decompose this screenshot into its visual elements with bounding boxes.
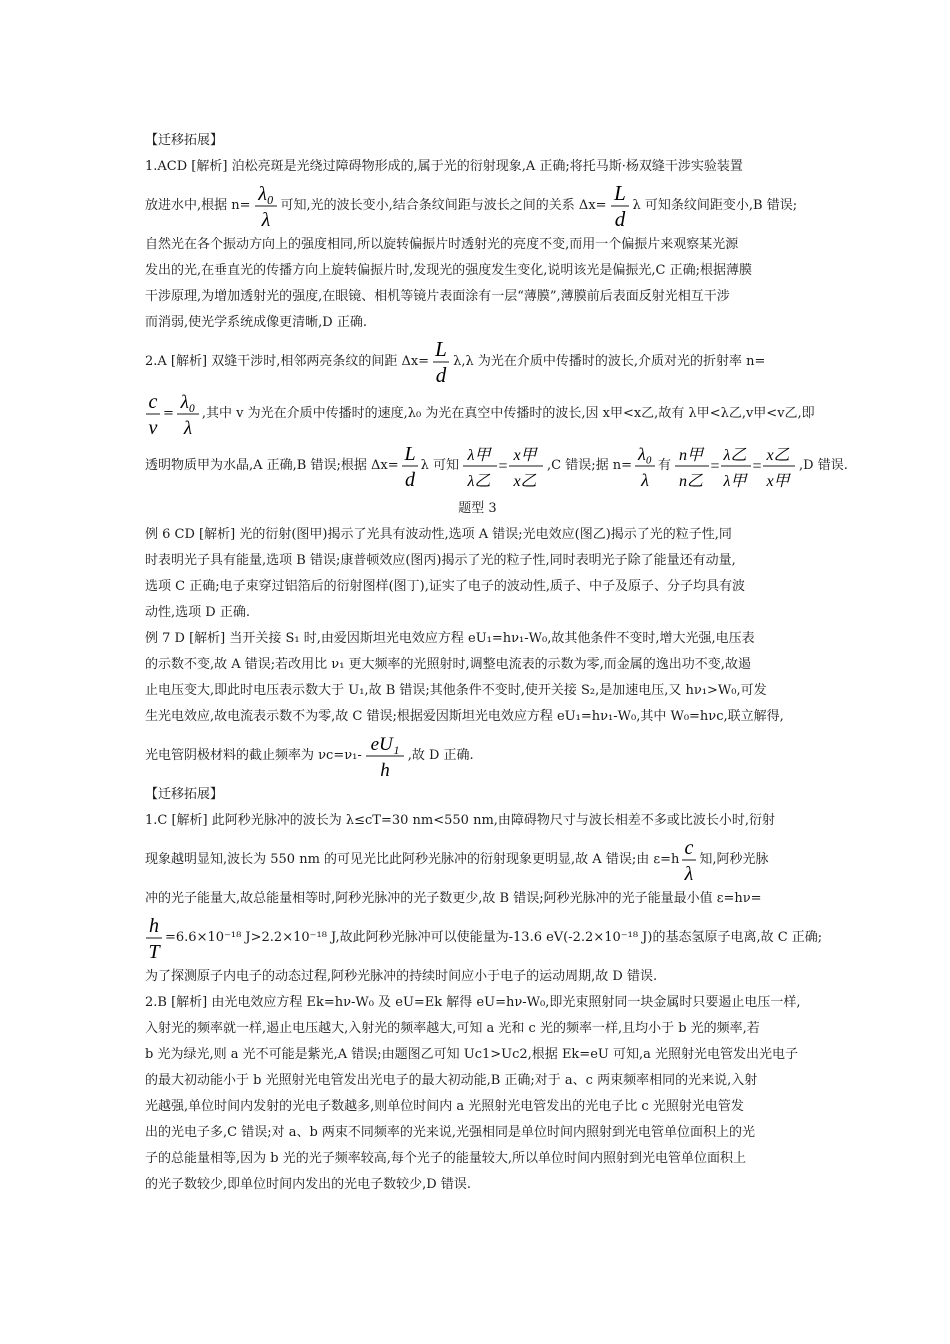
- paragraph-line: [145, 388, 815, 440]
- numerator: L: [613, 181, 626, 205]
- paragraph-line: 1.ACD [解析] 泊松亮斑是光绕过障碍物形成的,属于光的衍射现象,A 正确;将托马斯·杨双缝干涉实验装置: [145, 159, 743, 174]
- text-run: 可知,光的波长变小,结合条纹间距与波长之间的关系 Δx=: [280, 198, 607, 213]
- text-run: ,D 错误.: [799, 458, 848, 473]
- denominator: λ甲: [723, 473, 747, 490]
- paragraph-line: [145, 180, 810, 232]
- paragraph-line: 的光子数较少,即单位时间内发出的光电子数较少,D 错误.: [145, 1177, 471, 1192]
- equals-sign: =: [710, 458, 720, 475]
- paragraph-line: 出的光电子多,C 错误;对 a、b 两束不同频率的光来说,光强相同是单位时间内照射到光电管单位面积上的光: [145, 1125, 756, 1140]
- text-run: λ 可知: [420, 458, 459, 473]
- numerator: λ乙: [723, 447, 747, 464]
- numerator: λ₀: [637, 444, 653, 464]
- paragraph-line: 为了探测原子内电子的动态过程,阿秒光脉冲的持续时间应小于电子的运动周期,故 D 错误.: [145, 969, 658, 984]
- denominator: d: [614, 207, 625, 231]
- denominator: n乙: [678, 473, 704, 490]
- numerator: c: [684, 837, 694, 859]
- paragraph-line: [145, 834, 810, 886]
- formula-L-over-d: [431, 337, 451, 387]
- document-body: [145, 128, 848, 1198]
- denominator: d: [404, 469, 415, 491]
- denominator: x乙: [513, 473, 537, 490]
- denominator: x甲: [766, 473, 790, 490]
- numerator: L: [435, 337, 447, 361]
- paragraph-line: 例 7 D [解析] 当开关接 S₁ 时,由爱因斯坦光电效应方程 eU₁=hν₁-W₀,故其他条件不变时,增大光强,电压表: [145, 631, 755, 646]
- formula-lambda0-over-lambda: [176, 389, 200, 439]
- text-run: λ,λ 为光在介质中传播时的波长,介质对光的折射率 n=: [453, 354, 766, 369]
- paragraph-line: 冲的光子能量大,故总能量相等时,阿秒光脉冲的光子数更少,故 B 错误;阿秒光脉冲的光子能量最小值 ε=hν=: [145, 891, 762, 906]
- paragraph-line: 生光电效应,故电流表示数不为零,故 C 错误;根据爱因斯坦光电效应方程 eU₁=hν₁-W₀,其中 W₀=hνc,联立解得,: [145, 709, 784, 724]
- paragraph-line: [145, 730, 810, 782]
- formula-eU1-over-h: [364, 731, 406, 781]
- numerator: L: [404, 443, 416, 465]
- paragraph-line: [145, 440, 848, 492]
- denominator: λ乙: [467, 473, 491, 490]
- formula-lambda0-over-lambda: [253, 181, 279, 231]
- paragraph-line: [145, 912, 823, 964]
- section-heading: 【迁移拓展】: [145, 133, 224, 148]
- paragraph-line: [145, 336, 810, 388]
- paragraph-line: 而消弱,使光学系统成像更清晰,D 正确.: [145, 315, 367, 330]
- section-title: 题型 3: [458, 501, 497, 516]
- text-run: 现象越明显知,波长为 550 nm 的可见光比此阿秒光脉冲的衍射现象更明显,故 A 错误;由 ε=h: [145, 852, 680, 867]
- formula-c-over-lambda: [681, 835, 697, 885]
- denominator: λ: [261, 209, 270, 231]
- paragraph-line: b 光为绿光,则 a 光不可能是紫光,A 错误;由题图乙可知 Uc1>Uc2,根据 Ek=eU 可知,a 光照射光电管发出光电子: [145, 1047, 798, 1062]
- text-run: 2.A [解析] 双缝干涉时,相邻两亮条纹的间距 Δx=: [145, 354, 430, 369]
- text-run: 光电管阴极材料的截止频率为 νc=ν₁-: [145, 748, 362, 763]
- paragraph-line: 1.C [解析] 此阿秒光脉冲的波长为 λ≤cT=30 nm<550 nm,由障碍物尺寸与波长相差不多或比波长小时,衍射: [145, 813, 776, 828]
- formula-L-over-d: [609, 181, 631, 231]
- numerator: h: [149, 915, 159, 937]
- text-run: 放进水中,根据 n=: [145, 198, 251, 213]
- formula-h-over-T: [145, 913, 163, 963]
- paragraph-line: 的最大初动能小于 b 光照射光电管发出光电子的最大初动能,B 正确;对于 a、c 两束频率相同的光来说,入射: [145, 1073, 758, 1088]
- text-run: ,其中 v 为光在介质中传播时的速度,λ₀ 为光在真空中传播时的波长,因 x甲<x乙,故有 λ甲<λ乙,v甲<v乙,即: [201, 406, 815, 421]
- numerator: λ₀: [257, 183, 274, 205]
- text-run: 透明物质甲为水晶,A 正确,B 错误;根据 Δx=: [145, 458, 399, 473]
- equals-sign: =: [752, 458, 762, 475]
- numerator: x甲: [513, 447, 537, 464]
- text-run: =6.6×10⁻¹⁸ J>2.2×10⁻¹⁸ J,故此阿秒光脉冲可以使能量为-13.6 eV(-2.2×10⁻¹⁸ J)的基态氢原子电离,故 C 正确;: [165, 930, 823, 945]
- equals-sign: =: [163, 406, 174, 421]
- formula-L-over-d: [401, 441, 419, 491]
- text-run: ,C 错误;据 n=: [546, 458, 632, 473]
- equals-sign: =: [498, 458, 508, 475]
- numerator: x乙: [766, 447, 790, 464]
- numerator: λ甲: [467, 447, 491, 464]
- denominator: λ: [685, 863, 694, 885]
- paragraph-line: 的示数不变,故 A 错误;若改用比 ν₁ 更大频率的光照射时,调整电流表的示数为零,而金属的逸出功不变,故遏: [145, 657, 751, 672]
- paragraph-line: 入射光的频率就一样,遏止电压越大,入射光的频率越大,可知 a 光和 c 光的频率一样,且均小于 b 光的频率,若: [145, 1021, 760, 1036]
- formula-lambda0-over-lambda: [634, 441, 656, 491]
- denominator: λ: [641, 470, 649, 490]
- numerator: n甲: [678, 447, 704, 464]
- text-run: 有: [657, 458, 671, 473]
- denominator: d: [435, 363, 447, 387]
- text-run: ,故 D 正确.: [407, 748, 474, 763]
- text-run: 知,阿秒光脉: [699, 852, 769, 867]
- numerator: λ₀: [180, 392, 196, 413]
- paragraph-line: 选项 C 正确;电子束穿过铝箔后的衍射图样(图丁),证实了电子的波动性,质子、中子及原子、分子均具有波: [145, 579, 746, 594]
- text-run: λ 可知条纹间距变小,B 错误;: [632, 198, 798, 213]
- formula-n-lambda-x-ratio: [673, 441, 797, 491]
- section-heading: 【迁移拓展】: [145, 787, 224, 802]
- denominator: T: [148, 941, 160, 963]
- denominator: λ: [183, 418, 193, 439]
- numerator: c: [148, 391, 158, 413]
- paragraph-line: 动性,选项 D 正确.: [145, 605, 250, 620]
- paragraph-line: 干涉原理,为增加透射光的强度,在眼镜、相机等镜片表面涂有一层“薄膜”,薄膜前后表面反射光相互干涉: [145, 289, 730, 304]
- denominator: h: [379, 760, 390, 781]
- paragraph-line: 发出的光,在垂直光的传播方向上旋转偏振片时,发现光的强度发生变化,说明该光是偏振光,C 正确;根据薄膜: [145, 263, 752, 278]
- denominator: v: [148, 417, 158, 439]
- paragraph-line: 2.B [解析] 由光电效应方程 Ek=hν-W₀ 及 eU=Ek 解得 eU=hν-W₀,即光束照射同一块金属时只要遏止电压一样,: [145, 995, 801, 1010]
- formula-lambda-x-ratio: [461, 441, 545, 491]
- numerator: eU₁: [370, 734, 400, 755]
- paragraph-line: 时表明光子具有能量,选项 B 错误;康普顿效应(图丙)揭示了光的粒子性,同时表明光子除了能量还有动量,: [145, 553, 736, 568]
- paragraph-line: 子的总能量相等,因为 b 光的光子频率较高,每个光子的能量较大,所以单位时间内照射到光电管单位面积上: [145, 1151, 746, 1166]
- formula-c-over-v: [145, 389, 161, 439]
- paragraph-line: 例 6 CD [解析] 光的衍射(图甲)揭示了光具有波动性,选项 A 错误;光电效应(图乙)揭示了光的粒子性,同: [145, 527, 732, 542]
- paragraph-line: 自然光在各个振动方向上的强度相同,所以旋转偏振片时透射光的亮度不变,而用一个偏振片来观察某光源: [145, 237, 739, 252]
- paragraph-line: 光越强,单位时间内发射的光电子数越多,则单位时间内 a 光照射光电管发出的光电子比 c 光照射光电管发: [145, 1099, 744, 1114]
- paragraph-line: 止电压变大,即此时电压表示数大于 U₁,故 B 错误;其他条件不变时,使开关接 S₂,是加速电压,又 hν₁>W₀,可发: [145, 683, 767, 698]
